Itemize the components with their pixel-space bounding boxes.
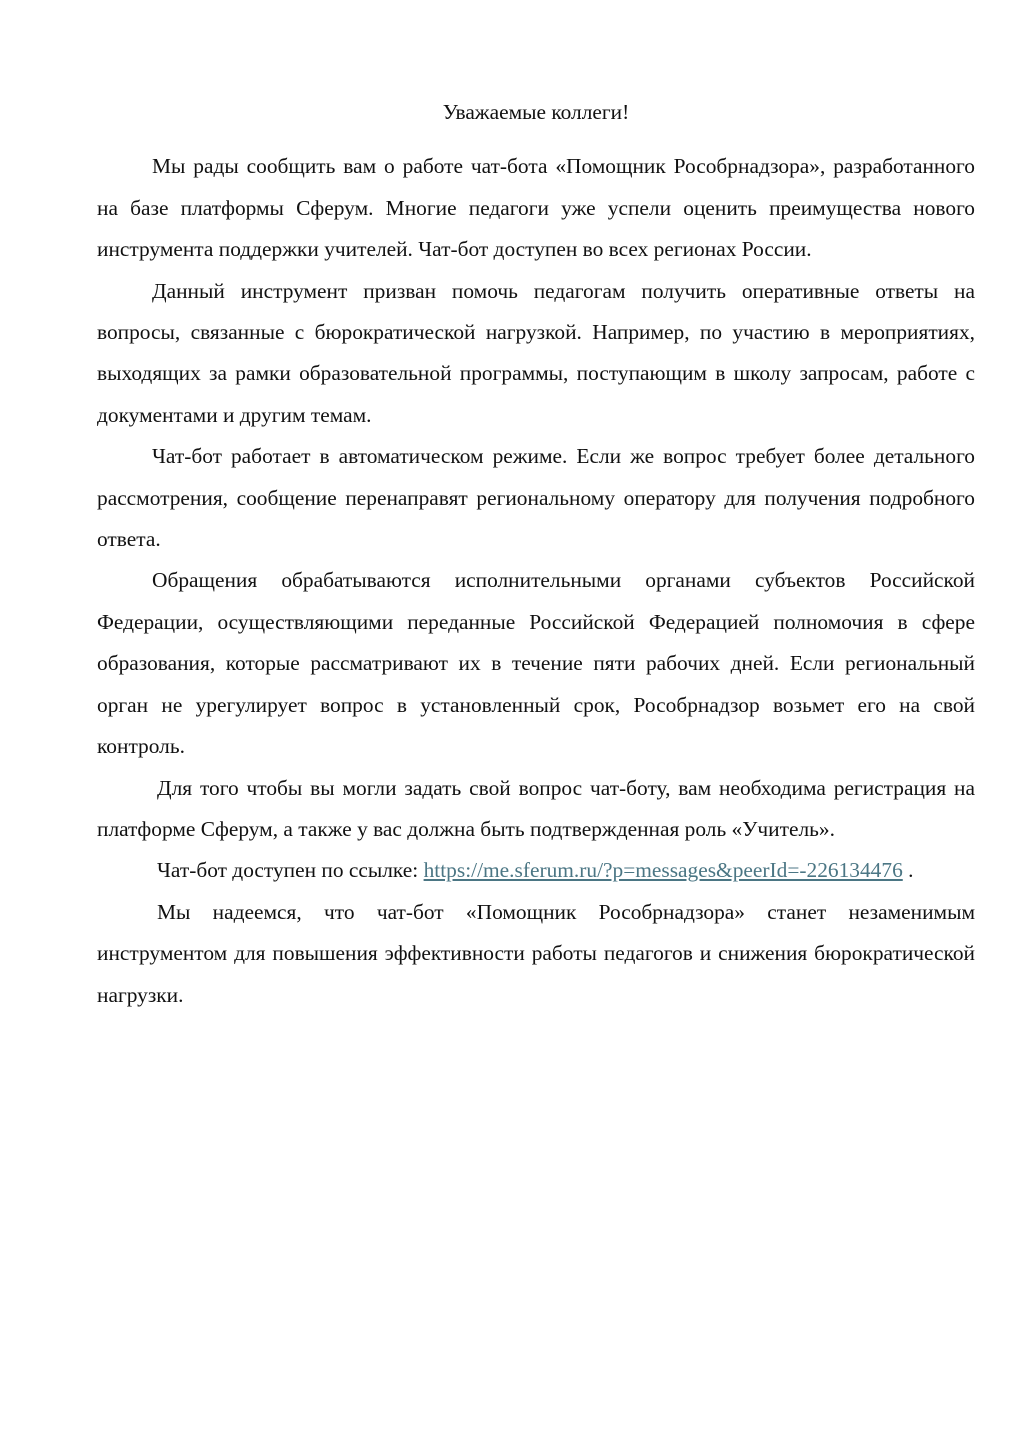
link-prefix: Чат-бот доступен по ссылке: [157, 858, 424, 883]
paragraph-processing: Обращения обрабатываются исполнительными органами субъектов Российской Федерации, осуществляющими переданные Российской Федерацией полномочия в сфере образования, которые рассматривают их в течение пяти рабочих дней. Если региональный орган не урегулирует вопрос в установленный срок, Рособрнадзор возьмет его на свой контроль. [97, 568, 975, 759]
paragraph-purpose: Данный инструмент призван помочь педагогам получить оперативные ответы на вопросы, связанные с бюрократической нагрузкой. Например, по участию в мероприятиях, выходящих за рамки образовательной программы, поступающим в школу запросам, работе с документами и другим темам. [97, 278, 975, 427]
letter-greeting: Уважаемые коллеги! [442, 100, 630, 124]
paragraph-closing: Мы надеемся, что чат-бот «Помощник Рособрнадзора» станет незаменимым инструментом для повышения эффективности работы педагогов и снижения бюрократической нагрузки. [97, 899, 975, 1007]
paragraph-intro: Мы рады сообщить вам о работе чат-бота «Помощник Рособрнадзора», разработанного на базе платформы Сферум. Многие педагоги уже успели оценить преимущества нового инструмента поддержки учителей. Чат-бот доступен во всех регионах России. [97, 154, 975, 262]
letter [97, 92, 975, 1016]
paragraph-registration: Для того чтобы вы могли задать свой вопрос чат-боту, вам необходима регистрация на платформе Сферум, а также у вас должна быть подтвержденная роль «Учитель». [97, 775, 975, 841]
chatbot-link[interactable]: https://me.sferum.ru/?p=messages&peerId=-226134476 [423, 858, 903, 883]
link-suffix: . [902, 858, 914, 883]
paragraph-automatic-mode: Чат-бот работает в автоматическом режиме. Если же вопрос требует более детального рассмотрения, сообщение перенаправят региональному оператору для получения подробного ответа. [97, 444, 975, 552]
paragraph-link [97, 850, 975, 891]
